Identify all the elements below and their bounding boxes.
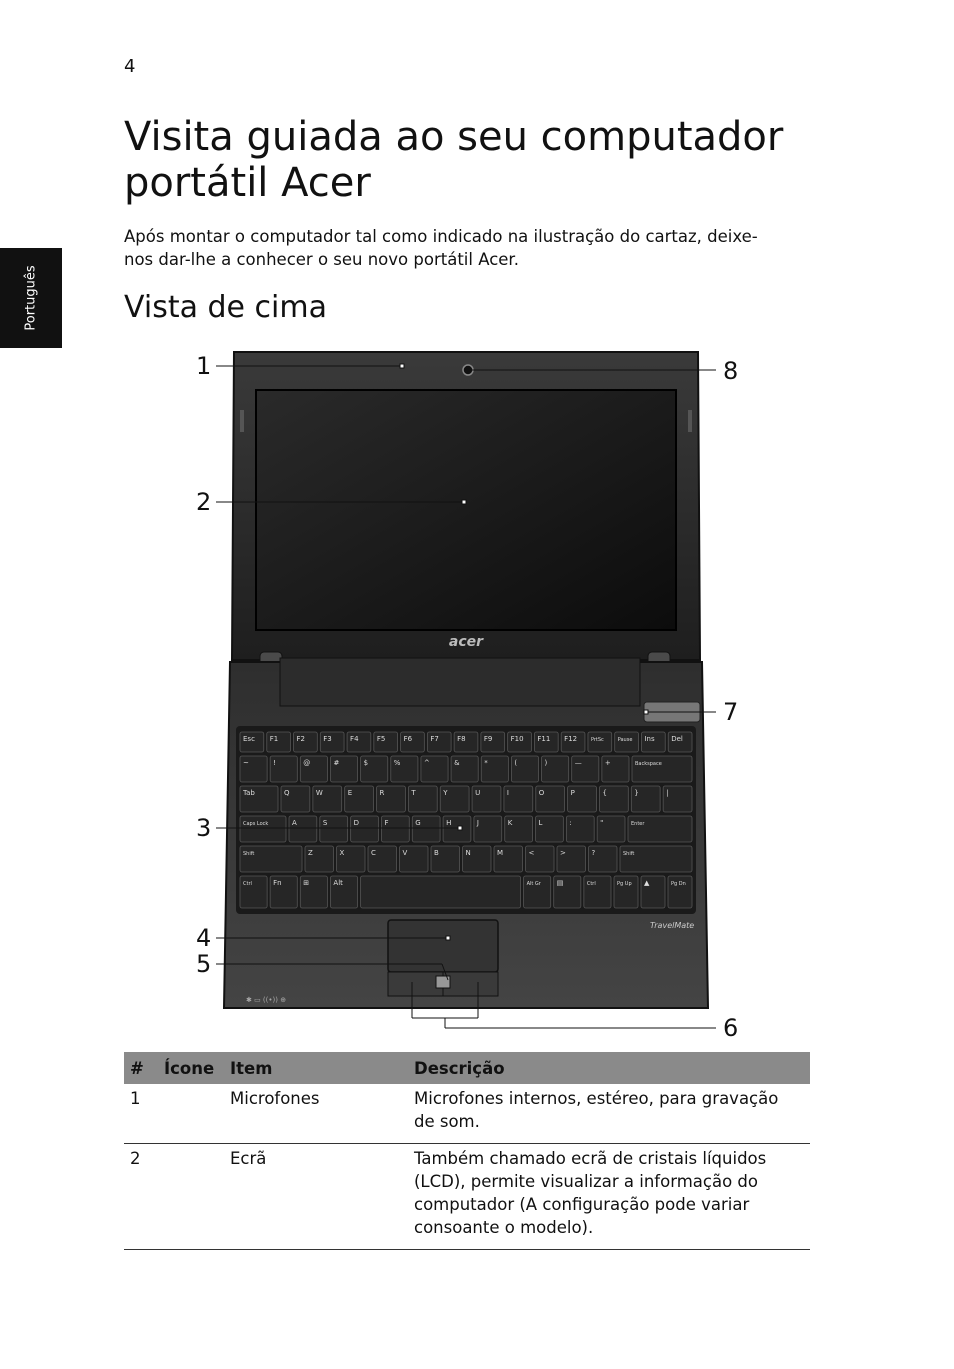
- key-label: Q: [284, 789, 290, 797]
- keyboard-row-function: [240, 732, 692, 752]
- key-label: I: [506, 789, 510, 797]
- key-label: P: [570, 789, 575, 797]
- table-row: [124, 1144, 810, 1250]
- language-tab-label: Português: [23, 265, 39, 331]
- keyboard-row-shift: [240, 846, 692, 872]
- key-label: :: [569, 819, 572, 827]
- key-label: Ctrl: [586, 881, 596, 887]
- key: [632, 756, 692, 782]
- key-label: $: [363, 759, 369, 767]
- key-label: Alt: [333, 879, 343, 887]
- callout-3: 3: [196, 814, 212, 842]
- key-label: F5: [376, 735, 386, 743]
- row-item: Microfones: [224, 1084, 408, 1144]
- row-description: Microfones internos, estéreo, para gravação de som.: [408, 1084, 810, 1144]
- key-label: Ctrl: [243, 881, 252, 887]
- header-number: #: [124, 1052, 158, 1084]
- key-label: R: [379, 789, 385, 797]
- model-label: TravelMate: [650, 921, 695, 930]
- keyboard-row-home: [240, 816, 692, 842]
- key-label: }: [634, 789, 639, 797]
- key-label: F6: [403, 735, 413, 743]
- key-label: Backspace: [635, 761, 662, 767]
- row-number: 1: [124, 1084, 158, 1144]
- keyboard: [236, 726, 696, 914]
- key-label: Fn: [273, 879, 282, 887]
- key-label: +: [604, 759, 611, 767]
- intro-paragraph: Após montar o computador tal como indicado na ilustração do cartaz, deixe-nos dar-lhe a conhecer o seu novo portátil Acer.: [124, 227, 758, 269]
- key-label: Caps Lock: [243, 821, 269, 827]
- laptop-illustration: [180, 340, 760, 1040]
- row-icon: [158, 1084, 224, 1144]
- keyboard-row-numbers: [240, 756, 692, 782]
- row-icon: [158, 1144, 224, 1250]
- key-label: Shift: [243, 851, 255, 857]
- keyboard-row-qwerty: [240, 786, 692, 812]
- key-label: <: [528, 849, 535, 857]
- callout-4: 4: [196, 924, 212, 952]
- header-item: Item: [224, 1052, 408, 1084]
- key-label: M: [497, 849, 504, 857]
- key-label: G: [415, 819, 421, 827]
- keyboard-row-bottom: [240, 876, 692, 908]
- key-label: L: [538, 819, 543, 827]
- key-label: U: [475, 789, 481, 797]
- key-label: F: [384, 819, 389, 827]
- callout-1: 1: [196, 352, 212, 380]
- key-label: ): [544, 759, 548, 767]
- key-label: !: [273, 759, 276, 767]
- header-icon: Ícone: [158, 1052, 224, 1084]
- key-label: ▲: [644, 879, 650, 887]
- key-label: ": [600, 819, 604, 827]
- key-label: K: [507, 819, 513, 827]
- key-label: V: [402, 849, 408, 857]
- callout-8: 8: [723, 357, 739, 385]
- component-table: [124, 1052, 810, 1250]
- touchpad-left-button: [388, 972, 443, 996]
- brand-logo: acer: [448, 634, 484, 650]
- key-label: |: [666, 789, 669, 797]
- key-label: D: [353, 819, 360, 827]
- fingerprint-reader: [436, 976, 450, 988]
- key-label: F4: [350, 735, 359, 743]
- key-label: Pg Up: [617, 881, 632, 887]
- key-label: C: [371, 849, 376, 857]
- key-label: H: [446, 819, 452, 827]
- key-label: X: [339, 849, 345, 857]
- row-description: Também chamado ecrã de cristais líquidos (LCD), permite visualizar a informação do computador (A configuração pode variar consoante o modelo).: [408, 1144, 810, 1250]
- key-label: Pause: [617, 737, 633, 743]
- header-description: Descrição: [408, 1052, 810, 1084]
- page-title: Visita guiada ao seu computador portátil Acer: [124, 114, 784, 206]
- key-label: O: [538, 789, 545, 797]
- key-label: Alt Gr: [526, 881, 541, 887]
- key-label: ⊞: [303, 879, 310, 887]
- section-title: Vista de cima: [124, 290, 327, 325]
- key-label: F7: [430, 735, 439, 743]
- key-label: F8: [457, 735, 466, 743]
- key-label: T: [411, 789, 416, 797]
- status-indicators: [246, 996, 286, 1004]
- key-label: Pg Dn: [671, 881, 686, 887]
- key-label: Z: [308, 849, 313, 857]
- svg-text:✱ ▭ ((•)) ⊕: ✱ ▭ ((•)) ⊕: [246, 996, 287, 1004]
- key-label: ▤: [556, 879, 564, 887]
- key-label: F10: [510, 735, 524, 743]
- key-label: ?: [591, 849, 596, 857]
- table-header-row: [124, 1052, 810, 1084]
- key-label: Shift: [623, 851, 635, 857]
- key-label: F3: [323, 735, 332, 743]
- table-row: [124, 1084, 810, 1144]
- key-label: ^: [423, 759, 430, 767]
- key-label: *: [484, 759, 488, 767]
- laptop-screen: [256, 390, 676, 630]
- laptop-top-view-figure: [180, 340, 760, 1040]
- key: [361, 876, 521, 908]
- key-label: A: [292, 819, 297, 827]
- key-label: #: [333, 759, 340, 767]
- key-label: F9: [483, 735, 493, 743]
- key-label: F2: [296, 735, 306, 743]
- row-number: 2: [124, 1144, 158, 1250]
- callout-2: 2: [196, 488, 212, 516]
- page-number: 4: [124, 56, 136, 77]
- callout-6: 6: [723, 1014, 739, 1042]
- key-label: —: [574, 759, 582, 767]
- touchpad-right-button: [443, 972, 498, 996]
- key-label: Y: [443, 789, 448, 797]
- key-label: Del: [671, 735, 683, 743]
- key-label: F12: [564, 735, 578, 743]
- key-label: Ins: [644, 735, 655, 743]
- key-label: F1: [269, 735, 279, 743]
- key-label: %: [393, 759, 401, 767]
- key-label: >: [560, 849, 566, 857]
- key-label: J: [476, 819, 479, 827]
- key: [240, 816, 286, 842]
- key-label: Enter: [631, 821, 645, 827]
- key-label: {: [602, 789, 607, 797]
- key-label: ~: [243, 759, 249, 767]
- callout-5: 5: [196, 950, 212, 978]
- key: [628, 816, 692, 842]
- key-label: (: [514, 759, 518, 767]
- key-label: S: [322, 819, 328, 827]
- key: [620, 846, 692, 872]
- row-item: Ecrã: [224, 1144, 408, 1250]
- key-label: @: [303, 759, 311, 767]
- key-label: &: [454, 759, 460, 767]
- callout-7: 7: [723, 698, 739, 726]
- key-label: W: [315, 789, 323, 797]
- key-label: Esc: [243, 735, 255, 743]
- language-tab: [0, 248, 62, 348]
- key-label: B: [434, 849, 439, 857]
- key-label: PrtSc: [590, 737, 604, 743]
- key-label: E: [347, 789, 353, 797]
- key-label: F11: [537, 735, 551, 743]
- key-label: N: [465, 849, 471, 857]
- key: [240, 846, 302, 872]
- key-label: Tab: [243, 789, 255, 797]
